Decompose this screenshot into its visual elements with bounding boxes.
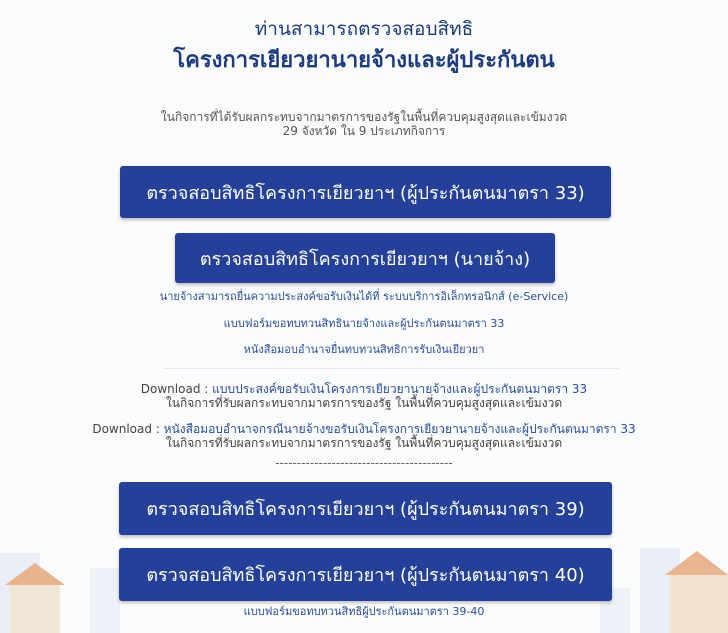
download-item-1-line-2: ในกิจการที่รับผลกระทบจากมาตรการของรัฐ ในพื้นที่ควบคุมสูงสุดและเข้มงวด xyxy=(165,396,563,410)
check-eligibility-section-39-button[interactable]: ตรวจสอบสิทธิโครงการเยียวยาฯ (ผู้ประกันตนมาตรา 39) xyxy=(119,482,612,535)
download-request-form-link[interactable]: แบบประสงค์ขอรับเงินโครงการเยียวยานายจ้างและผู้ประกันตนมาตรา 33 xyxy=(212,382,588,396)
check-eligibility-section-40-button[interactable]: ตรวจสอบสิทธิโครงการเยียวยาฯ (ผู้ประกันตนมาตรา 40) xyxy=(119,548,612,601)
download-item-2-line-2: ในกิจการที่รับผลกระทบจากมาตรการของรัฐ ในพื้นที่ควบคุมสูงสุดและเข้มงวด xyxy=(165,436,563,450)
download-prefix: Download : xyxy=(92,422,160,436)
download-item-2-line-1 xyxy=(0,423,728,436)
subtitle-line-1: ในกิจการที่ได้รับผลกระทบจากมาตรการของรัฐในพื้นที่ควบคุมสูงสุดและเข้มงวด xyxy=(160,110,568,124)
review-form-section-39-40-link[interactable]: แบบฟอร์มขอทบทวนสิทธิผู้ประกันตนมาตรา 39-40 xyxy=(243,605,485,618)
dashed-separator: ----------------------------------------- xyxy=(275,456,453,470)
review-form-section-33-link[interactable]: แบบฟอร์มขอทบทวนสิทธินายจ้างและผู้ประกันตนมาตรา 33 xyxy=(223,317,505,330)
download-prefix: Download : xyxy=(140,382,209,396)
check-eligibility-section-33-button[interactable]: ตรวจสอบสิทธิโครงการเยียวยาฯ (ผู้ประกันตนมาตรา 33) xyxy=(120,166,611,218)
heading-program-title: โครงการเยียวยานายจ้างและผู้ประกันตน xyxy=(173,48,555,73)
download-power-of-attorney-link[interactable]: หนังสือมอบอำนาจกรณีนายจ้างขอรับเงินโครงการเยียวยานายจ้างและผู้ประกันตนมาตรา 33 xyxy=(163,422,636,436)
heading-check-eligibility: ท่านสามารถตรวจสอบสิทธิ xyxy=(254,18,474,40)
check-eligibility-employer-button[interactable]: ตรวจสอบสิทธิโครงการเยียวยาฯ (นายจ้าง) xyxy=(175,233,555,283)
subtitle-line-2: 29 จังหวัด ใน 9 ประเภทกิจการ xyxy=(282,124,446,138)
power-of-attorney-review-link[interactable]: หนังสือมอบอำนาจยื่นทบทวนสิทธิการรับเงินเยียวยา xyxy=(243,343,485,356)
download-item-1-line-1 xyxy=(0,383,728,396)
divider xyxy=(164,368,619,369)
eservice-link[interactable]: นายจ้างสามารถยื่นความประสงค์ขอรับเงินได้ที่ ระบบบริการอิเล็กทรอนิกส์ (e-Service) xyxy=(159,290,569,303)
